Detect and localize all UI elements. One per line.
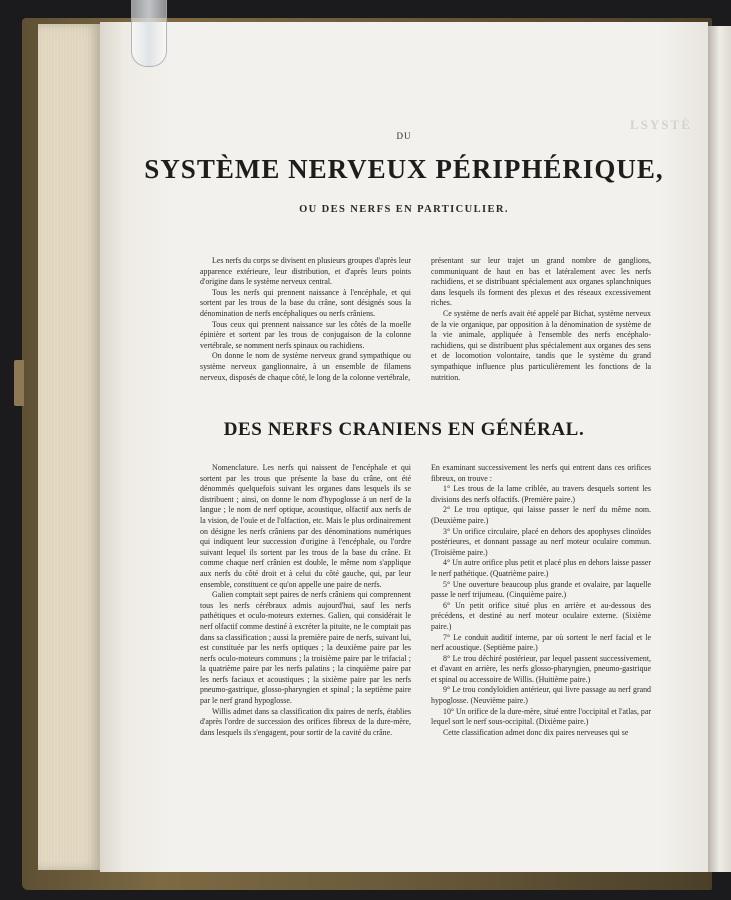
paragraph: 8° Le trou déchiré postérieur, par lequel passent successivement, et d'avant en arrière, les nerfs glosso-pharyngien, pneumo-gastrique et spinal ou accessoire de Willis. (Huitième paire.) xyxy=(431,653,651,684)
paragraph: Les nerfs du corps se divisent en plusieurs groupes d'après leur apparence extérieure, leur distribution, et d'après leurs points d'origine dans le système nerveux central. xyxy=(200,256,411,287)
paragraph: En examinant successivement les nerfs qui entrent dans ces orifices fibreux, on trouve : xyxy=(431,463,651,483)
paragraph: 9° Le trou condyloïdien antérieur, qui livre passage au nerf grand hypoglosse. (Neuvième paire.) xyxy=(431,685,651,706)
body-right-column xyxy=(431,463,651,738)
paragraph: Tous les nerfs qui prennent naissance à l'encéphale, et qui sortent par les trous de la base du crâne, sont désignés sous la dénomination de nerfs encéphaliques ou nerfs crâniens. xyxy=(200,287,411,318)
paragraph: 3° Un orifice circulaire, placé en dehors des apophyses clinoïdes postérieures, et donnant passage au nerf moteur oculaire commun. (Troisième paire.) xyxy=(431,526,651,557)
paragraph: présentant sur leur trajet un grand nombre de ganglions, communiquant de haut en bas et latéralement avec les nerfs rachidiens, et se distribuant spécialement aux organes splanchniques dans lesquels ils forment des plexus et des réseaux excessivement riches. xyxy=(431,256,651,308)
next-page-edge xyxy=(708,26,731,872)
intro-right-column xyxy=(431,256,651,383)
paragraph: Cette classification admet donc dix paires nerveuses qui se xyxy=(443,727,629,737)
paragraph: Nomenclature. Les nerfs qui naissent de l'encéphale et qui sortent par les trous que présente la base du crâne, ont été dénommés quelquefois suivant les organes dans lesquels ils se distribuent ; ainsi, on donne le nom d'hypoglosse à un nerf de la langue ; le nom de nerf optique, acoustique, olfactif aux nerfs de la vision, de l'ouïe et de l'olfaction, etc. Mais le plus ordinairement on désigne les nerfs crâniens par des dénominations numériques qui indiquent leur succession d'origine à l'encéphale, ou l'ordre suivant lequel ils sortent par les trous de la base du crâne. Et comme chaque nerf crânien est double, le même nom s'applique aux nerfs du côté droit et à celui du côté gauche, qui, par leur ensemble, constituent ce qu'on appelle une paire de nerfs. xyxy=(200,463,411,589)
intro-left-column xyxy=(200,256,411,383)
paragraph: On donne le nom de système nerveux grand sympathique ou système nerveux ganglionnaire, à un ensemble de filamens nerveux, disposés de chaque côté, le long de la colonne vertébrale, xyxy=(200,351,411,382)
page-clip xyxy=(131,0,167,67)
paragraph: 5° Une ouverture beaucoup plus grande et ovalaire, par laquelle passe le nerf trijumeau. (Cinquième paire.) xyxy=(431,579,651,600)
paragraph: 4° Un autre orifice plus petit et placé plus en dehors laisse passer le nerf pathétique. (Quatrième paire.) xyxy=(431,558,651,578)
paragraph: 2° Le trou optique, qui laisse passer le nerf du même nom. (Deuxième paire.) xyxy=(431,505,651,525)
paragraph: 7° Le conduit auditif interne, par où sortent le nerf facial et le nerf acoustique. (Septième paire.) xyxy=(431,632,651,653)
body-left-column xyxy=(200,463,411,738)
title-prefix: DU xyxy=(396,131,412,141)
page-title: SYSTÈME NERVEUX PÉRIPHÉRIQUE, xyxy=(144,154,664,184)
paragraph: 10° Un orifice de la dure-mère, situé entre l'occipital et l'atlas, par lequel sort le nerf sous-occipital. (Dixième paire.) xyxy=(431,706,651,727)
paragraph: Galien comptait sept paires de nerfs crâniens qui comprennent tous les nerfs cérébraux admis aujourd'hui, sauf les nerfs pathétiques et oculo-moteurs externes. Galien, qui considérait le nerf olfactif comme destiné à excréter la pituite, ne le comptait pas dans sa classification ; aussi la première paire de nerfs, suivant lui, est constituée par les nerfs optiques ; la deuxième paire par les nerfs oculo-moteurs communs ; la troisième paire par le trifacial ; la quatrième paire par les nerfs palatins ; la cinquième paire par les nerfs faciaux et acoustiques ; la sixième paire par les nerfs pneumo-gastrique, glosso-pharyngien et spinal ; la septième paire par le nerf grand hypoglosse. xyxy=(200,590,411,706)
book-page xyxy=(100,22,708,872)
paragraph: 1° Les trous de la lame criblée, au travers desquels sortent les divisions des nerfs olfactifs. (Première paire.) xyxy=(431,484,651,504)
paragraph: Tous ceux qui prennent naissance sur les côtés de la moelle épinière et sortent par les trous de conjugaison de la colonne vertébrale, se nomment nerfs spinaux ou rachidiens. xyxy=(200,319,411,350)
page-edges xyxy=(38,24,100,870)
bleed-through-text: LSYSTÈ xyxy=(630,117,692,132)
section-title: DES NERFS CRANIENS EN GÉNÉRAL. xyxy=(223,419,585,440)
page-subtitle: OU DES NERFS EN PARTICULIER. xyxy=(299,204,509,215)
cover-tab xyxy=(14,360,24,406)
paragraph: Ce système de nerfs avait été appelé par Bichat, système nerveux de la vie organique, par opposition à la dénomination de système de la vie animale, appliquée à l'ensemble des nerfs encéphalo-rachidiens, qui se distribuent plus spécialement aux organes des sens et de locomotion volontaire, tandis que le système du grand sympathique influence plus particulièrement les fonctions de la nutrition. xyxy=(431,308,651,382)
paragraph: Willis admet dans sa classification dix paires de nerfs, établies d'après l'ordre de succession des orifices fibreux de la dure-mère, dans lesquels ils s'engagent, pour sortir de la cavité du crâne. xyxy=(200,706,411,737)
paragraph: 6° Un petit orifice situé plus en arrière et au-dessous des précédens, et destiné au nerf moteur oculaire externe. (Sixième paire.) xyxy=(431,600,651,631)
